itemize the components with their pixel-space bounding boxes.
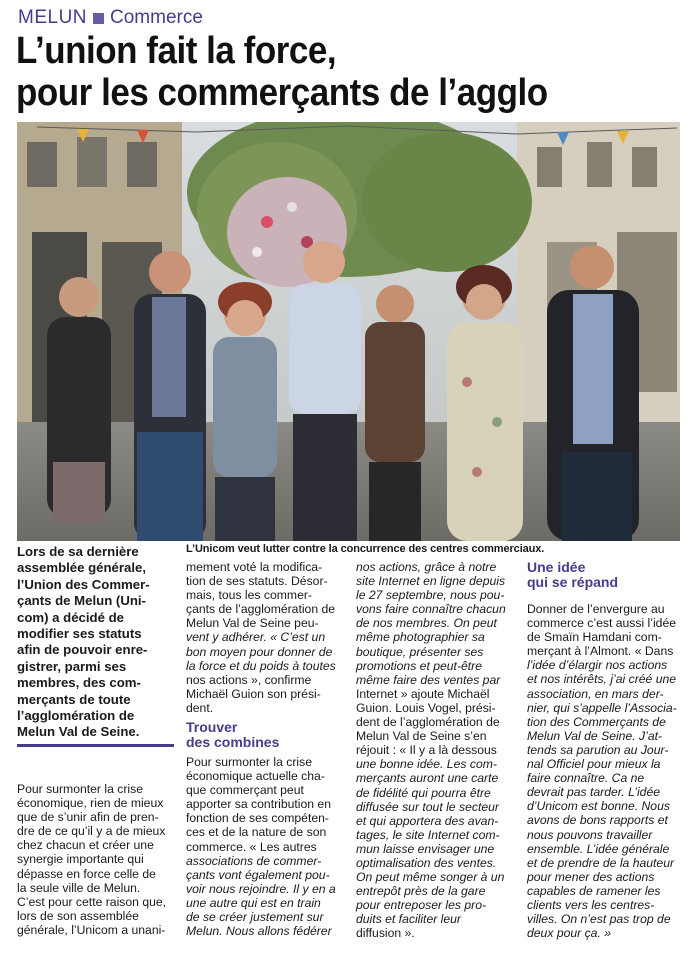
body-line: dre de ce qu’il y a de mieux xyxy=(17,824,166,839)
body-line: nos actions, grâce à notre xyxy=(356,560,497,574)
body-line: devrait pas tarder. L’idée xyxy=(527,785,661,800)
body-line: site Internet en ligne depuis xyxy=(356,574,506,589)
page-header xyxy=(18,6,203,30)
body-line: mun laisse envisager une xyxy=(356,841,495,856)
body-line: mement voté la modifica- xyxy=(186,560,323,574)
body-line: nal Officiel pour mieux la xyxy=(527,757,661,772)
body-line: et qui apportera des avan- xyxy=(356,813,499,828)
body-line: d’Unicom est bonne. Nous xyxy=(527,799,670,814)
body-line: çants de l’agglomération de xyxy=(186,602,336,617)
body-line: économique, rien de mieux xyxy=(17,796,164,811)
intro-line: gistrer, parmi ses xyxy=(17,658,127,674)
body-line: Guion. Louis Vogel, prési- xyxy=(356,700,496,715)
body-line: de nos membres. On peut xyxy=(356,616,497,631)
body-line: une bonne idée. Les com- xyxy=(356,757,497,772)
body-line: nos actions », confirme xyxy=(186,672,312,687)
intro-line: membres, des com- xyxy=(17,675,141,691)
body-line: ensemble. L’idée générale xyxy=(527,841,670,856)
body-line: que commerçant peut xyxy=(186,783,304,798)
body-line: entrepôt près de la gare xyxy=(356,884,486,899)
group-photo xyxy=(17,122,680,541)
body-line: clients vers les centres- xyxy=(527,897,655,912)
intro-divider xyxy=(17,744,174,747)
body-line: villes. On n’est pas trop de xyxy=(527,912,671,927)
intro-line: merçants de toute xyxy=(17,691,131,707)
body-line: Pour surmonter la crise xyxy=(186,755,312,769)
body-line: Pour surmonter la crise xyxy=(17,782,143,796)
intro-line: modifier ses statuts xyxy=(17,626,142,642)
body-line: Melun Val de Seine peu- xyxy=(186,616,319,631)
body-line: ces et de la nature de son xyxy=(186,825,327,840)
body-line: Donner de l’envergure au xyxy=(527,602,665,616)
body-line: commerce. « Les autres xyxy=(186,839,317,854)
body-line: et de prendre de la hauteur xyxy=(527,855,675,870)
headline-line-2: pour les commerçants de l’agglo xyxy=(16,72,548,114)
body-line: tion des Commerçants de xyxy=(527,714,666,729)
body-line: et nos intérêts, j’ai créé une xyxy=(527,672,677,687)
body-line: de fidélité qui pourra être xyxy=(356,785,491,800)
body-line: pour mener des actions xyxy=(527,869,655,884)
body-line: diffusion ». xyxy=(356,926,415,941)
section-label: MELUN xyxy=(18,7,88,28)
body-line: dent de l’agglomération de xyxy=(356,715,500,730)
body-line: promotions et peut-être xyxy=(356,658,483,673)
body-line: vons faire connaître chacun xyxy=(356,602,506,617)
body-line: merçants auront une carte xyxy=(356,771,499,786)
body-line: générale, l’Unicom a unani- xyxy=(17,922,166,937)
intro-line: assemblée générale, xyxy=(17,560,147,576)
body-line: synergie importante qui xyxy=(17,852,144,867)
body-column-4 xyxy=(527,602,682,940)
body-line: association, en mars der- xyxy=(527,686,664,701)
headline-line-1: L’union fait la force, xyxy=(16,30,337,72)
body-line: la seule ville de Melun. xyxy=(17,880,141,895)
body-line: l’idée d’élargir nos actions xyxy=(527,658,668,673)
body-column-2 xyxy=(186,560,343,715)
body-line: de Smaïn Hamdani com- xyxy=(527,630,662,645)
body-line: nous pouvons travailler xyxy=(527,827,653,842)
subheading-line: Une idée xyxy=(527,559,586,575)
body-line: nier, qui s’appelle l’Associa- xyxy=(527,700,677,715)
body-line: faire connaître. Ca ne xyxy=(527,771,645,786)
body-column-2-continued xyxy=(186,755,343,938)
intro-line: Melun Val de Seine. xyxy=(17,724,140,740)
body-line: Internet » ajoute Michaël xyxy=(356,686,490,701)
body-line: le 27 septembre, nous pou- xyxy=(356,588,505,603)
body-line: On peut même songer à un xyxy=(356,870,505,885)
body-line: boutique, présenter ses xyxy=(356,644,484,659)
body-line: même photographier sa xyxy=(356,630,485,645)
body-line: Melun Val de Seine s’en xyxy=(356,729,487,744)
body-column-1 xyxy=(17,782,174,937)
intro-line: l’agglomération de xyxy=(17,708,135,724)
body-line: diffusée sur tout le secteur xyxy=(356,799,499,814)
intro-line: com) a décidé de xyxy=(17,609,125,625)
body-line: associations de commer- xyxy=(186,853,322,868)
body-line: avons de bons rapports et xyxy=(527,813,668,828)
body-line: lors de son assemblée xyxy=(17,908,139,923)
body-line: capables de ramener les xyxy=(527,883,661,898)
body-line: bon moyen pour donner de xyxy=(186,644,333,659)
body-line: chez chacun et créer une xyxy=(17,838,154,853)
body-line: la force et du poids à toutes xyxy=(186,658,336,673)
body-line: même faire des ventes par xyxy=(356,672,501,687)
body-line: une autre qui est en train xyxy=(186,895,321,910)
body-line: commerce c’est aussi l’idée xyxy=(527,616,677,631)
body-line: tends sa parution au Jour- xyxy=(527,742,669,757)
body-line: Melun. Nous allons fédérer xyxy=(186,924,332,939)
body-line: merçant à l’Almont. « Dans xyxy=(527,644,674,659)
article-headline xyxy=(16,30,623,114)
body-line: voir nous rejoindre. Il y en a xyxy=(186,881,336,896)
body-line: de se créer justement sur xyxy=(186,910,324,925)
body-line: dent. xyxy=(186,700,214,715)
intro-line: l’Union des Commer- xyxy=(17,576,150,592)
subheading-line: des combines xyxy=(186,734,280,750)
body-line: que de s’unir afin de pren- xyxy=(17,810,159,825)
body-line: dépasse en force celle de xyxy=(17,866,156,881)
body-line: tages, le site Internet com- xyxy=(356,827,500,842)
body-line: Melun Val de Seine. J’at- xyxy=(527,728,663,743)
subheading-line: Trouver xyxy=(186,719,238,735)
body-column-3 xyxy=(356,560,514,941)
body-line: çants vont également pou- xyxy=(186,867,330,882)
category-label: Commerce xyxy=(110,7,203,28)
body-line: duits et faciliter leur xyxy=(356,912,461,927)
intro-line: çants de Melun (Uni- xyxy=(17,593,146,609)
intro-line: afin de pouvoir enre- xyxy=(17,642,148,658)
body-line: apporter sa contribution en xyxy=(186,797,331,812)
body-line: pour entreposer les pro- xyxy=(356,898,487,913)
body-line: réjouit : « Il y a là dessous xyxy=(356,743,497,758)
section-separator-square xyxy=(93,13,104,24)
body-line: tion de ses statuts. Désor- xyxy=(186,574,328,589)
article-intro xyxy=(17,544,174,741)
body-line: optimalisation des ventes. xyxy=(356,855,497,870)
body-line: C’est pour cette raison que, xyxy=(17,894,167,909)
body-line: fonction de ses compéten- xyxy=(186,811,329,826)
body-line: deux pour ça. » xyxy=(527,926,612,941)
subheading-trouver-des-combines xyxy=(186,720,279,750)
photo-caption: L’Unicom veut lutter contre la concurrence des centres commerciaux. xyxy=(186,543,545,555)
intro-line: Lors de sa dernière xyxy=(17,544,139,559)
body-line: vent y adhérer. « C’est un xyxy=(186,630,326,645)
body-line: économique actuelle cha- xyxy=(186,769,325,784)
subheading-line: qui se répand xyxy=(527,574,619,590)
body-line: Michaël Guion son prési- xyxy=(186,686,321,701)
subheading-une-idee-qui-se-repand xyxy=(527,560,618,590)
body-line: mais, tous les commer- xyxy=(186,588,312,603)
